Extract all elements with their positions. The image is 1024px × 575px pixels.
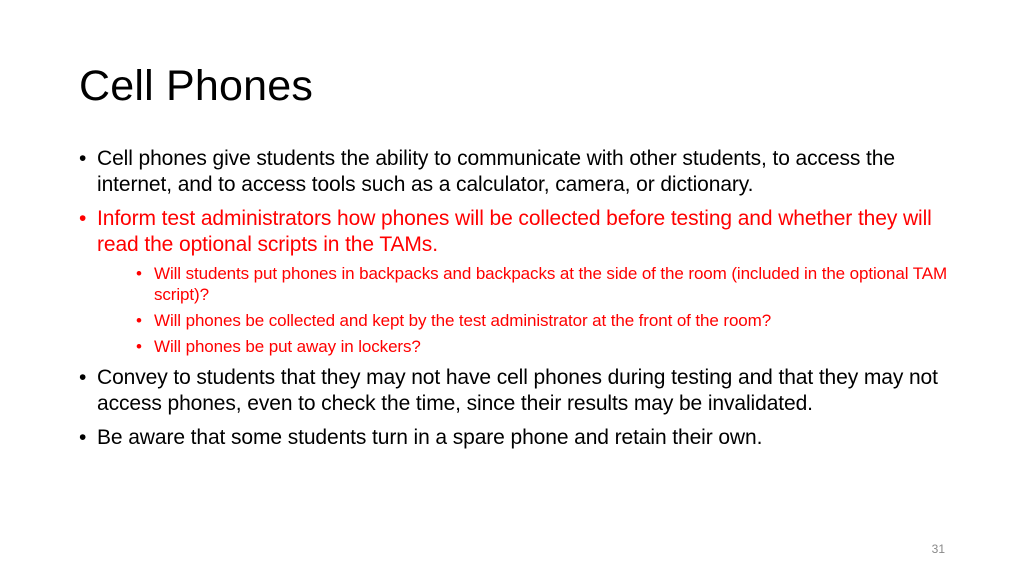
slide-number: 31 xyxy=(931,542,945,556)
slide-content xyxy=(79,146,969,459)
bullet-item: • Be aware that some students turn in a spare phone and retain their own. xyxy=(79,425,969,451)
bullet-list xyxy=(79,146,969,451)
bullet-item: • Convey to students that they may not have cell phones during testing and that they may not access phones, even to check the time, since their results may be invalidated. xyxy=(79,365,969,417)
sub-bullet-list xyxy=(97,263,969,357)
sub-bullet-item: • Will phones be put away in lockers? xyxy=(136,336,969,357)
sub-bullet-item: • Will phones be collected and kept by the test administrator at the front of the room? xyxy=(136,310,969,331)
bullet-text: Inform test administrators how phones will be collected before testing and whether they will read the optional scripts in the TAMs. xyxy=(97,207,932,256)
bullet-item: • Cell phones give students the ability to communicate with other students, to access the internet, and to access tools such as a calculator, camera, or dictionary. xyxy=(79,146,969,198)
bullet-item xyxy=(79,206,969,357)
sub-bullet-item: • Will students put phones in backpacks and backpacks at the side of the room (included in the optional TAM script)? xyxy=(136,263,969,305)
slide-title: Cell Phones xyxy=(79,62,314,110)
